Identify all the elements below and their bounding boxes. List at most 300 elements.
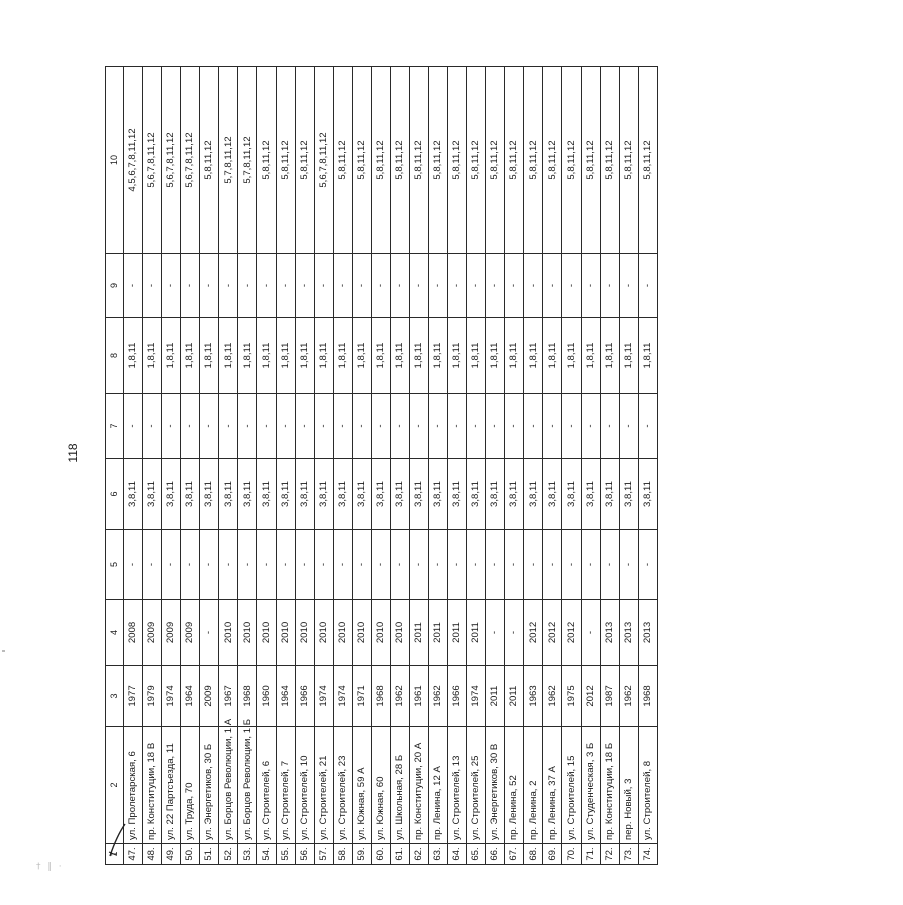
value-cell: -	[600, 254, 619, 318]
value-cell: 1964	[276, 666, 295, 727]
row-number-cell: 53.	[238, 844, 257, 865]
value-cell: 3,8,11	[200, 459, 219, 530]
value-cell: 3,8,11	[181, 459, 200, 530]
value-cell: 5,6,7,8,11,12	[162, 67, 181, 254]
value-cell: 1,8,11	[352, 318, 371, 394]
value-cell: 5,6,7,8,11,12	[143, 67, 162, 254]
value-cell: -	[543, 254, 562, 318]
value-cell: 1,8,11	[524, 318, 543, 394]
table-row	[200, 67, 219, 865]
value-cell: -	[543, 394, 562, 459]
value-cell: -	[333, 530, 352, 600]
value-cell: -	[562, 394, 581, 459]
address-cell: ул. Строителей, 6	[257, 727, 276, 844]
value-cell: 3,8,11	[505, 459, 524, 530]
value-cell: 1,8,11	[429, 318, 448, 394]
value-cell: -	[219, 254, 238, 318]
table-row	[467, 67, 486, 865]
row-number-cell: 63.	[429, 844, 448, 865]
row-number-cell: 70.	[562, 844, 581, 865]
table-row	[562, 67, 581, 865]
value-cell: -	[143, 254, 162, 318]
value-cell: -	[619, 394, 638, 459]
address-cell: пр. Ленина, 52	[505, 727, 524, 844]
value-cell: 3,8,11	[543, 459, 562, 530]
value-cell: 1962	[543, 666, 562, 727]
address-cell: ул. Энергетиков, 30 Б	[200, 727, 219, 844]
value-cell: -	[181, 530, 200, 600]
value-cell: 3,8,11	[333, 459, 352, 530]
value-cell: -	[238, 254, 257, 318]
value-cell: -	[448, 254, 467, 318]
value-cell: -	[562, 530, 581, 600]
value-cell: 5,8,11,12	[409, 67, 428, 254]
value-cell: 2011	[505, 666, 524, 727]
value-cell: -	[200, 530, 219, 600]
value-cell: 3,8,11	[238, 459, 257, 530]
table-row	[333, 67, 352, 865]
value-cell: -	[486, 394, 505, 459]
value-cell: -	[581, 254, 600, 318]
value-cell: 1979	[143, 666, 162, 727]
scan-edge-mark	[2, 650, 5, 652]
value-cell: 1,8,11	[562, 318, 581, 394]
value-cell: -	[581, 600, 600, 666]
value-cell: 1,8,11	[314, 318, 333, 394]
value-cell: -	[219, 394, 238, 459]
value-cell: 3,8,11	[390, 459, 409, 530]
value-cell: 3,8,11	[314, 459, 333, 530]
row-number-cell: 65.	[467, 844, 486, 865]
value-cell: 3,8,11	[162, 459, 181, 530]
value-cell: -	[200, 394, 219, 459]
value-cell: -	[295, 254, 314, 318]
value-cell: -	[200, 254, 219, 318]
table-row	[429, 67, 448, 865]
value-cell: -	[219, 530, 238, 600]
value-cell: 1971	[352, 666, 371, 727]
address-cell: пр. Ленина, 2	[524, 727, 543, 844]
value-cell: 1960	[257, 666, 276, 727]
value-cell: 1975	[562, 666, 581, 727]
value-cell: -	[486, 530, 505, 600]
value-cell: 2010	[371, 600, 390, 666]
value-cell: -	[333, 254, 352, 318]
corner-scribble: † ‖ ·	[36, 862, 64, 872]
value-cell: -	[448, 530, 467, 600]
address-cell: пр. Ленина, 12 А	[429, 727, 448, 844]
value-cell: 1987	[600, 666, 619, 727]
value-cell: 5,6,7,8,11,12	[181, 67, 200, 254]
value-cell: 3,8,11	[619, 459, 638, 530]
value-cell: -	[505, 530, 524, 600]
value-cell: 1961	[409, 666, 428, 727]
value-cell: 2010	[295, 600, 314, 666]
value-cell: 1,8,11	[181, 318, 200, 394]
value-cell: 1968	[238, 666, 257, 727]
value-cell: 5,8,11,12	[562, 67, 581, 254]
value-cell: -	[314, 394, 333, 459]
value-cell: 1,8,11	[162, 318, 181, 394]
value-cell: 5,8,11,12	[600, 67, 619, 254]
value-cell: -	[124, 254, 143, 318]
value-cell: 2010	[219, 600, 238, 666]
value-cell: 5,8,11,12	[333, 67, 352, 254]
value-cell: -	[181, 394, 200, 459]
value-cell: -	[524, 530, 543, 600]
table-row	[448, 67, 467, 865]
header-cell: 3	[106, 666, 124, 727]
value-cell: -	[314, 254, 333, 318]
row-number-cell: 74.	[638, 844, 657, 865]
value-cell: 1,8,11	[505, 318, 524, 394]
value-cell: -	[333, 394, 352, 459]
value-cell: 5,8,11,12	[257, 67, 276, 254]
table-row	[352, 67, 371, 865]
table-row	[505, 67, 524, 865]
value-cell: 1,8,11	[486, 318, 505, 394]
table-row	[124, 67, 143, 865]
value-cell: 5,8,11,12	[486, 67, 505, 254]
value-cell: 1,8,11	[219, 318, 238, 394]
row-number-cell: 64.	[448, 844, 467, 865]
value-cell: 5,8,11,12	[429, 67, 448, 254]
value-cell: 2010	[257, 600, 276, 666]
value-cell: -	[638, 530, 657, 600]
value-cell: -	[638, 254, 657, 318]
value-cell: 2010	[352, 600, 371, 666]
value-cell: -	[371, 254, 390, 318]
value-cell: -	[600, 394, 619, 459]
value-cell: 1964	[181, 666, 200, 727]
value-cell: -	[486, 600, 505, 666]
table-row	[581, 67, 600, 865]
row-number-cell: 71.	[581, 844, 600, 865]
table-row	[543, 67, 562, 865]
value-cell: -	[276, 394, 295, 459]
value-cell: 1,8,11	[238, 318, 257, 394]
value-cell: 2009	[143, 600, 162, 666]
value-cell: 5,8,11,12	[390, 67, 409, 254]
value-cell: -	[295, 530, 314, 600]
row-number-cell: 47.	[124, 844, 143, 865]
value-cell: 1966	[448, 666, 467, 727]
row-number-cell: 66.	[486, 844, 505, 865]
buildings-table	[105, 66, 658, 865]
handwritten-check-mark	[107, 822, 129, 858]
header-cell: 6	[106, 459, 124, 530]
value-cell: 4,5,6,7,8,11,12	[124, 67, 143, 254]
value-cell: 1,8,11	[619, 318, 638, 394]
value-cell: 1,8,11	[333, 318, 352, 394]
value-cell: 1,8,11	[390, 318, 409, 394]
value-cell: -	[581, 530, 600, 600]
value-cell: -	[448, 394, 467, 459]
value-cell: -	[390, 254, 409, 318]
table-row	[638, 67, 657, 865]
row-number-cell: 51.	[200, 844, 219, 865]
address-cell: ул. Строителей, 13	[448, 727, 467, 844]
header-cell: 7	[106, 394, 124, 459]
value-cell: 3,8,11	[467, 459, 486, 530]
address-cell: ул. Строителей, 25	[467, 727, 486, 844]
value-cell: -	[371, 530, 390, 600]
address-cell: ул. Борцов Революции, 1 А	[219, 727, 238, 844]
value-cell: -	[524, 394, 543, 459]
value-cell: 2011	[409, 600, 428, 666]
value-cell: 3,8,11	[600, 459, 619, 530]
value-cell: -	[467, 530, 486, 600]
value-cell: 2008	[124, 600, 143, 666]
value-cell: 1974	[333, 666, 352, 727]
value-cell: 1,8,11	[257, 318, 276, 394]
value-cell: 5,8,11,12	[371, 67, 390, 254]
value-cell: 5,7,8,11,12	[219, 67, 238, 254]
address-cell: ул. 22 Партсъезда, 11	[162, 727, 181, 844]
table-row	[143, 67, 162, 865]
table-row	[390, 67, 409, 865]
value-cell: -	[238, 394, 257, 459]
row-number-cell: 59.	[352, 844, 371, 865]
value-cell: 1966	[295, 666, 314, 727]
value-cell: 1974	[314, 666, 333, 727]
value-cell: 3,8,11	[371, 459, 390, 530]
row-number-cell: 73.	[619, 844, 638, 865]
value-cell: 2013	[619, 600, 638, 666]
value-cell: -	[562, 254, 581, 318]
value-cell: 3,8,11	[448, 459, 467, 530]
value-cell: 5,8,11,12	[543, 67, 562, 254]
value-cell: 5,8,11,12	[467, 67, 486, 254]
value-cell: 1,8,11	[638, 318, 657, 394]
value-cell: 3,8,11	[257, 459, 276, 530]
value-cell: 1,8,11	[600, 318, 619, 394]
value-cell: 2009	[181, 600, 200, 666]
table-row	[314, 67, 333, 865]
table-row	[181, 67, 200, 865]
value-cell: 3,8,11	[124, 459, 143, 530]
address-cell: ул. Борцов Революции, 1 Б	[238, 727, 257, 844]
value-cell: 1,8,11	[448, 318, 467, 394]
value-cell: -	[486, 254, 505, 318]
address-cell: пр. Конституции, 18 В	[143, 727, 162, 844]
page-number: 118	[66, 443, 80, 463]
value-cell: -	[371, 394, 390, 459]
value-cell: 2011	[429, 600, 448, 666]
value-cell: -	[276, 530, 295, 600]
value-cell: 3,8,11	[143, 459, 162, 530]
value-cell: 1967	[219, 666, 238, 727]
value-cell: -	[619, 530, 638, 600]
value-cell: -	[257, 254, 276, 318]
value-cell: -	[276, 254, 295, 318]
address-cell: пер. Новый, 3	[619, 727, 638, 844]
value-cell: 2013	[600, 600, 619, 666]
row-number-cell: 48.	[143, 844, 162, 865]
value-cell: 5,7,8,11,12	[238, 67, 257, 254]
table-row	[257, 67, 276, 865]
value-cell: 1,8,11	[200, 318, 219, 394]
value-cell: 5,8,11,12	[295, 67, 314, 254]
table-row	[619, 67, 638, 865]
row-number-cell: 67.	[505, 844, 524, 865]
value-cell: -	[352, 394, 371, 459]
value-cell: 2012	[562, 600, 581, 666]
table-row	[600, 67, 619, 865]
rotated-table-wrapper	[105, 128, 903, 865]
value-cell: 2010	[276, 600, 295, 666]
value-cell: 3,8,11	[409, 459, 428, 530]
value-cell: -	[505, 600, 524, 666]
header-cell: 9	[106, 254, 124, 318]
value-cell: 1,8,11	[124, 318, 143, 394]
row-number-cell: 58.	[333, 844, 352, 865]
row-number-cell: 60.	[371, 844, 390, 865]
value-cell: 5,8,11,12	[276, 67, 295, 254]
table-row	[276, 67, 295, 865]
address-cell: ул. Школьная, 28 Б	[390, 727, 409, 844]
value-cell: -	[162, 394, 181, 459]
address-cell: ул. Строителей, 8	[638, 727, 657, 844]
value-cell: -	[638, 394, 657, 459]
value-cell: 1,8,11	[581, 318, 600, 394]
value-cell: 5,8,11,12	[638, 67, 657, 254]
table-row	[295, 67, 314, 865]
value-cell: 2011	[467, 600, 486, 666]
row-number-cell: 57.	[314, 844, 333, 865]
value-cell: -	[295, 394, 314, 459]
value-cell: 3,8,11	[524, 459, 543, 530]
value-cell: 5,8,11,12	[448, 67, 467, 254]
value-cell: 3,8,11	[638, 459, 657, 530]
address-cell: пр. Ленина, 37 А	[543, 727, 562, 844]
value-cell: 1977	[124, 666, 143, 727]
value-cell: -	[409, 530, 428, 600]
value-cell: 3,8,11	[486, 459, 505, 530]
row-number-cell: 56.	[295, 844, 314, 865]
value-cell: 1,8,11	[295, 318, 314, 394]
value-cell: -	[181, 254, 200, 318]
value-cell: 2009	[162, 600, 181, 666]
address-cell: ул. Строителей, 10	[295, 727, 314, 844]
address-cell: ул. Строителей, 15	[562, 727, 581, 844]
value-cell: -	[619, 254, 638, 318]
value-cell: 2010	[390, 600, 409, 666]
row-number-cell: 49.	[162, 844, 181, 865]
header-cell: 10	[106, 67, 124, 254]
value-cell: 3,8,11	[581, 459, 600, 530]
address-cell: ул. Пролетарская, 6	[124, 727, 143, 844]
value-cell: 3,8,11	[429, 459, 448, 530]
value-cell: -	[390, 530, 409, 600]
address-cell: ул. Энергетиков, 30 В	[486, 727, 505, 844]
value-cell: -	[162, 254, 181, 318]
row-number-cell: 69.	[543, 844, 562, 865]
value-cell: 2010	[333, 600, 352, 666]
header-cell: 2	[106, 727, 124, 844]
address-cell: пр. Конституции, 20 А	[409, 727, 428, 844]
value-cell: 2010	[314, 600, 333, 666]
address-cell: ул. Строителей, 7	[276, 727, 295, 844]
value-cell: 2012	[543, 600, 562, 666]
value-cell: -	[352, 254, 371, 318]
value-cell: 1,8,11	[543, 318, 562, 394]
table-row	[238, 67, 257, 865]
value-cell: 5,8,11,12	[581, 67, 600, 254]
header-cell: 1	[106, 844, 124, 865]
value-cell: -	[409, 394, 428, 459]
value-cell: 1962	[429, 666, 448, 727]
row-number-cell: 52.	[219, 844, 238, 865]
value-cell: 3,8,11	[219, 459, 238, 530]
value-cell: -	[429, 530, 448, 600]
value-cell: 2011	[448, 600, 467, 666]
value-cell: 1962	[390, 666, 409, 727]
table-body	[106, 67, 658, 865]
value-cell: 1,8,11	[467, 318, 486, 394]
value-cell: -	[143, 394, 162, 459]
value-cell: -	[524, 254, 543, 318]
row-number-cell: 50.	[181, 844, 200, 865]
value-cell: 5,6,7,8,11,12	[314, 67, 333, 254]
value-cell: 5,8,11,12	[505, 67, 524, 254]
table-row	[524, 67, 543, 865]
table-row	[486, 67, 505, 865]
table-row	[409, 67, 428, 865]
table-row	[219, 67, 238, 865]
header-cell: 8	[106, 318, 124, 394]
value-cell: -	[390, 394, 409, 459]
value-cell: -	[124, 394, 143, 459]
value-cell: 1962	[619, 666, 638, 727]
value-cell: 3,8,11	[295, 459, 314, 530]
value-cell: 2012	[581, 666, 600, 727]
value-cell: -	[581, 394, 600, 459]
value-cell: 5,8,11,12	[200, 67, 219, 254]
value-cell: 1974	[162, 666, 181, 727]
value-cell: -	[143, 530, 162, 600]
value-cell: 5,8,11,12	[352, 67, 371, 254]
value-cell: -	[124, 530, 143, 600]
value-cell: 1963	[524, 666, 543, 727]
value-cell: -	[505, 254, 524, 318]
value-cell: 1968	[638, 666, 657, 727]
value-cell: 2010	[238, 600, 257, 666]
row-number-cell: 55.	[276, 844, 295, 865]
row-number-cell: 54.	[257, 844, 276, 865]
address-cell: пр. Конституции, 18 Б	[600, 727, 619, 844]
value-cell: -	[162, 530, 181, 600]
address-cell: ул. Строителей, 21	[314, 727, 333, 844]
header-cell: 5	[106, 530, 124, 600]
value-cell: 2013	[638, 600, 657, 666]
address-cell: ул. Южная, 60	[371, 727, 390, 844]
value-cell: 3,8,11	[352, 459, 371, 530]
value-cell: -	[352, 530, 371, 600]
row-number-cell: 72.	[600, 844, 619, 865]
value-cell: -	[505, 394, 524, 459]
value-cell: 5,8,11,12	[619, 67, 638, 254]
value-cell: 1,8,11	[371, 318, 390, 394]
row-number-cell: 68.	[524, 844, 543, 865]
address-cell: ул. Труда, 70	[181, 727, 200, 844]
value-cell: 3,8,11	[562, 459, 581, 530]
header-row	[106, 67, 124, 865]
value-cell: 1,8,11	[276, 318, 295, 394]
table-row	[371, 67, 390, 865]
value-cell: 1968	[371, 666, 390, 727]
value-cell: 3,8,11	[276, 459, 295, 530]
